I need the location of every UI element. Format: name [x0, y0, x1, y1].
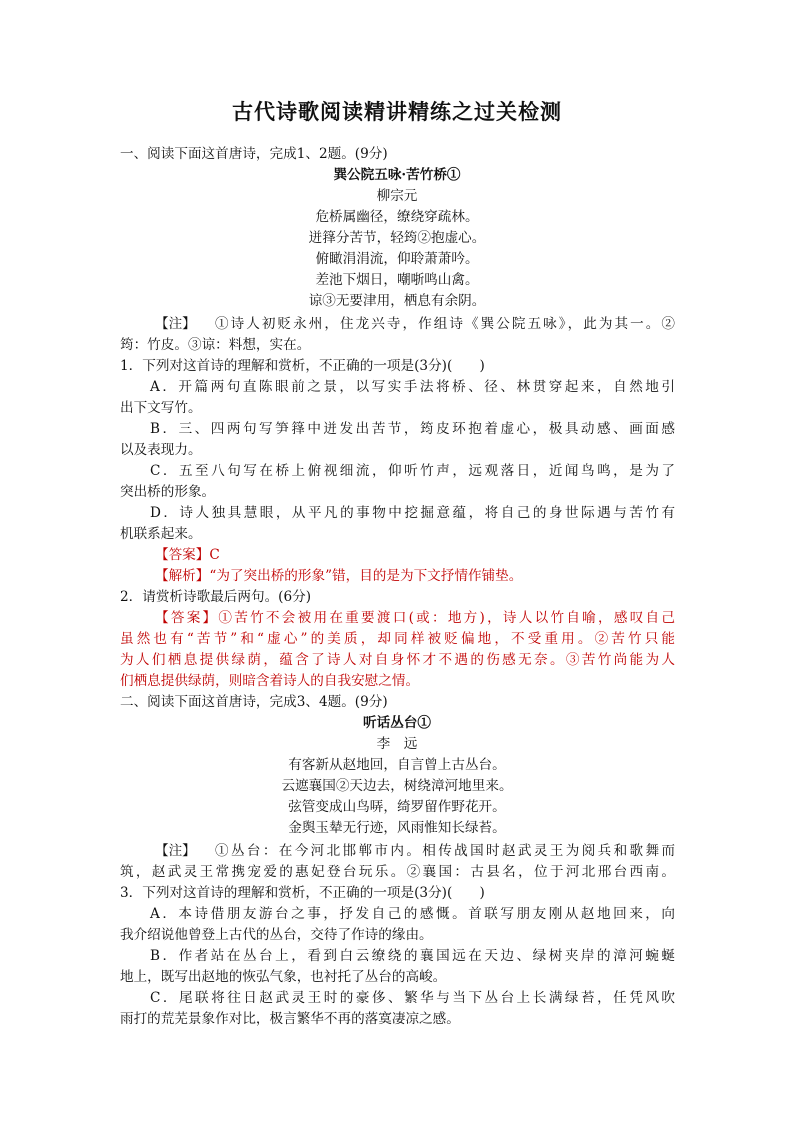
- poem-1-line: 迸箨分苦节，轻筠②抱虚心。: [308, 230, 486, 246]
- q1-option-b: B．三、四两句写笋箨中迸发出苦节，筠皮环抱着虚心，极具动感、画面感: [150, 421, 675, 437]
- poem-1-line: 俯瞰涓涓流，仰聆萧萧吟。: [315, 251, 479, 267]
- q3-option-b-cont: 地上，既写出赵地的恢弘气象，也衬托了丛台的高峻。: [120, 969, 447, 985]
- section-1-heading: 一、阅读下面这首唐诗，完成1、2题。(9分): [120, 146, 388, 162]
- answer-2-line: 们栖息提供绿荫，则暗含着诗人的自我安慰之情。: [120, 673, 420, 689]
- poem-2-line: 弦管变成山鸟哢，绮罗留作野花开。: [288, 799, 506, 815]
- note-2-line: ①丛台：在今河北邯郸市内。相传战国时赵武灵王为阅兵和歌舞而: [215, 843, 675, 859]
- poem-2-line: 金舆玉辇无行迹，风雨惟知长绿苔。: [288, 820, 506, 836]
- section-2-heading: 二、阅读下面这首唐诗，完成3、4题。(9分): [120, 694, 388, 710]
- answer-2-line: 虽然也有“苦节”和“虚心”的美质，却同样被贬偏地，不受重用。②苦竹只能: [120, 631, 675, 647]
- answer-2-line: 为人们栖息提供绿荫，蕴含了诗人对自身怀才不遇的伤感无奈。③苦竹尚能为人: [120, 652, 675, 668]
- poem-1-line: 差池下烟日，嘲哳鸣山禽。: [315, 272, 479, 288]
- poem-1-line: 危桥属幽径，缭绕穿疏林。: [315, 209, 479, 225]
- poem-2-title: 听话丛台①: [363, 715, 431, 731]
- poem-1-title: 巽公院五咏·苦竹桥①: [333, 167, 461, 183]
- q1-option-d: D．诗人独具慧眼，从平凡的事物中挖掘意蕴，将自己的身世际遇与苦竹有: [150, 505, 675, 521]
- q1-option-a-cont: 出下文写竹。: [120, 400, 202, 416]
- q1-option-d-cont: 机联系起来。: [120, 526, 202, 542]
- q3-option-a: A．本诗借朋友游台之事，抒发自己的感慨。首联写朋友刚从赵地回来，向: [150, 906, 675, 922]
- note-2-line: 筑，赵武灵王常携宠爱的惠妃登台玩乐。②襄国：古县名，位于河北邢台西南。: [120, 864, 675, 880]
- question-1: 1．下列对这首诗的理解和赏析，不正确的一项是(3分)( ): [120, 358, 485, 374]
- q1-option-c: C．五至八句写在桥上俯视细流，仰听竹声，远观落日，近闻鸟鸣，是为了: [150, 463, 675, 479]
- note-1-line: 筠：竹皮。③谅：料想，实在。: [120, 337, 311, 353]
- q3-option-c: C．尾联将往日赵武灵王时的豪侈、繁华与当下丛台上长满绿苔，任凭风吹: [150, 990, 675, 1006]
- poem-2-line: 云遮襄国②天边去，树绕漳河地里来。: [281, 778, 513, 794]
- poem-1-author: 柳宗元: [376, 188, 418, 204]
- poem-2-author: 李 远: [376, 736, 418, 752]
- answer-2-line: 【答案】①苦竹不会被用在重要渡口(或：地方)，诗人以竹自喻，感叹自己: [155, 610, 675, 626]
- q1-option-b-cont: 以及表现力。: [120, 442, 202, 458]
- q3-option-b: B．作者站在丛台上，看到白云缭绕的襄国远在天边、绿树夹岸的漳河蜿蜒: [150, 948, 675, 964]
- note-1-line: ①诗人初贬永州，住龙兴寺，作组诗《巽公院五咏》，此为其一。②: [215, 316, 675, 332]
- answer-1: 【答案】C: [155, 547, 220, 563]
- page-title: 古代诗歌阅读精讲精练之过关检测: [232, 99, 562, 124]
- q1-option-c-cont: 突出桥的形象。: [120, 484, 216, 500]
- q3-option-a-cont: 我介绍说他曾登上古代的丛台，交待了作诗的缘由。: [120, 927, 433, 943]
- note-2-label: 【注】: [155, 843, 196, 859]
- note-1-label: 【注】: [155, 316, 196, 332]
- q1-option-a: A．开篇两句直陈眼前之景，以写实手法将桥、径、林贯穿起来，自然地引: [150, 379, 675, 395]
- explanation-1: 【解析】“为了突出桥的形象”错，目的是为下文抒情作铺垫。: [155, 568, 523, 584]
- question-2: 2．请赏析诗歌最后两句。(6分): [120, 589, 312, 605]
- poem-2-line: 有客新从赵地回，自言曾上古丛台。: [288, 757, 506, 773]
- q3-option-c-cont: 雨打的荒芜景象作对比，极言繁华不再的落寞凄凉之感。: [120, 1011, 460, 1027]
- question-3: 3．下列对这首诗的理解和赏析，不正确的一项是(3分)( ): [120, 885, 485, 901]
- poem-1-line: 谅③无要津用，栖息有余阴。: [308, 293, 486, 309]
